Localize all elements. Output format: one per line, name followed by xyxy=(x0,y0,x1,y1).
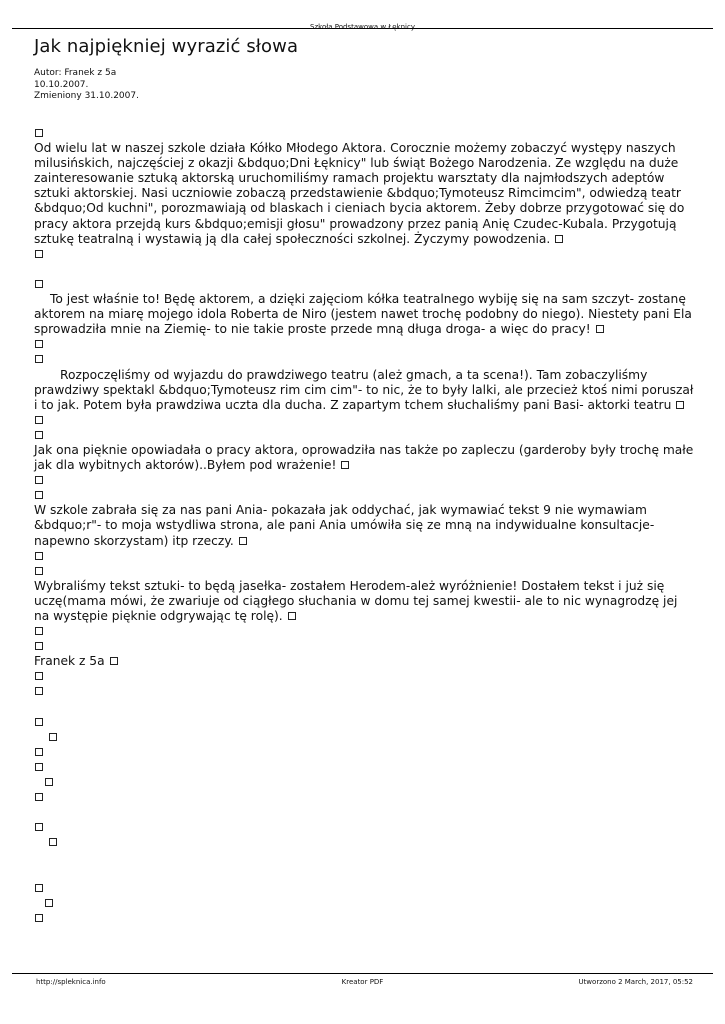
article-body xyxy=(34,126,694,926)
signature: Franek z 5a xyxy=(34,654,694,669)
placeholder-glyph xyxy=(34,413,694,428)
placeholder-glyph xyxy=(596,325,604,333)
placeholder-glyph xyxy=(34,624,694,639)
paragraph: Od wielu lat w naszej szkole działa Kółko Młodego Aktora. Corocznie możemy zobaczyć występy naszych milusińskich, najczęściej z okazji &bdquo;Dni Łęknicy" lub świąt Bożego Narodzenia. Ze względu na duże zainteresowanie sztuką aktorską uruchomiliśmy ramach projektu warsztaty dla najmłodszych adeptów sztuki aktorskiej. Nasi uczniowie zobaczą przedstawienie &bdquo;Tymoteusz Rimcimcim", odwiedzą teatr &bdquo;Od kuchni", porozmawiają od blaskach i cieniach bycia aktorem. Żeby dobrze przygotować się do pracy aktora przejdą kurs &bdquo;emisji głosu" prowadzony przez panią Anię Czudec-Kubala. Przygotują sztukę teatralną i wystawią ją dla całej społeczności szkolnej. Życzymy powodzenia. xyxy=(34,141,685,246)
placeholder-glyph xyxy=(34,488,694,503)
placeholder-glyph xyxy=(34,126,694,141)
placeholder-glyph xyxy=(555,235,563,243)
placeholder-glyph xyxy=(34,247,694,262)
footer-created: Utworzono 2 March, 2017, 05:52 xyxy=(578,978,693,986)
footer-generator: Kreator PDF xyxy=(341,978,384,986)
placeholder-glyph xyxy=(34,564,694,579)
date-created: 10.10.2007. xyxy=(34,79,89,90)
placeholder-glyph xyxy=(676,401,684,409)
site-name: Szkoła Podstawowa w Łęknicy xyxy=(310,23,415,31)
placeholder-glyph xyxy=(341,461,349,469)
placeholder-glyph xyxy=(34,881,694,896)
paragraph: Wybraliśmy tekst sztuki- to będą jasełka- zostałem Herodem-ależ wyróżnienie! Dostałem tekst i już się uczę(mama mówi, że zwariuje od ciągłego słuchania w domu tej samej kwestii- ale to nic wynagrodzę jej na występie pięknie odgrywając tę rolę). xyxy=(34,578,678,623)
placeholder-glyph xyxy=(34,428,694,443)
placeholder-glyph xyxy=(34,352,694,367)
placeholder-glyph xyxy=(34,715,694,730)
placeholder-glyph xyxy=(34,835,694,850)
placeholder-glyph xyxy=(34,896,694,911)
placeholder-glyph xyxy=(34,730,694,745)
placeholder-glyph xyxy=(288,612,296,620)
placeholder-glyph xyxy=(110,657,118,665)
placeholder-glyph xyxy=(34,760,694,775)
placeholder-glyph xyxy=(34,684,694,699)
placeholder-glyph xyxy=(34,639,694,654)
author-line: Autor: Franek z 5a xyxy=(34,68,117,78)
article-meta xyxy=(34,68,139,103)
placeholder-glyph xyxy=(34,790,694,805)
article-title: Jak najpiękniej wyrazić słowa xyxy=(34,36,299,57)
page-header xyxy=(12,14,713,29)
footer-url[interactable]: http://spleknica.info xyxy=(36,978,106,986)
placeholder-glyph xyxy=(34,473,694,488)
placeholder-glyph xyxy=(34,337,694,352)
date-modified: Zmieniony 31.10.2007. xyxy=(34,91,139,101)
placeholder-glyph xyxy=(34,549,694,564)
placeholder-glyph xyxy=(34,669,694,684)
placeholder-glyph xyxy=(239,537,247,545)
placeholder-glyph xyxy=(34,911,694,926)
placeholder-glyph xyxy=(34,820,694,835)
paragraph: Jak ona pięknie opowiadała o pracy aktora, oprowadziła nas także po zapleczu (garderoby były trochę małe jak dla wybitnych aktorów)..Byłem pod wrażenie! xyxy=(34,442,694,473)
paragraph: W szkole zabrała się za nas pani Ania- pokazała jak oddychać, jak wymawiać tekst 9 nie wymawiam &bdquo;r"- to moja wstydliwa strona, ale pani Ania umówiła się ze mną na indywidualne konsultacje- napewno skorzystam) itp rzeczy. xyxy=(34,503,655,548)
placeholder-glyph xyxy=(34,775,694,790)
page-footer xyxy=(12,973,713,988)
placeholder-glyph xyxy=(34,277,694,292)
placeholder-glyph xyxy=(34,745,694,760)
paragraph: To jest właśnie to! Będę aktorem, a dzięki zajęciom kółka teatralnego wybiję się na sam szczyt- zostanę aktorem na miarę mojego idola Roberta de Niro (jestem nawet trochę podobny do niego). Niestety pani Ela sprowadziła mnie na Ziemię- to nie takie proste przede mną długa droga- a więc do pracy! xyxy=(34,292,692,337)
paragraph: Rozpoczęliśmy od wyjazdu do prawdziwego teatru (ależ gmach, a ta scena!). Tam zobaczyliśmy prawdziwy spektakl &bdquo;Tymoteusz rim cim cim"- to nic, że to były lalki, ale przecież ktoś nimi poruszał i to jak. Potem była prawdziwa uczta dla ducha. Z zapartym tchem słuchaliśmy pani Basi- aktorki teatru xyxy=(34,367,694,412)
